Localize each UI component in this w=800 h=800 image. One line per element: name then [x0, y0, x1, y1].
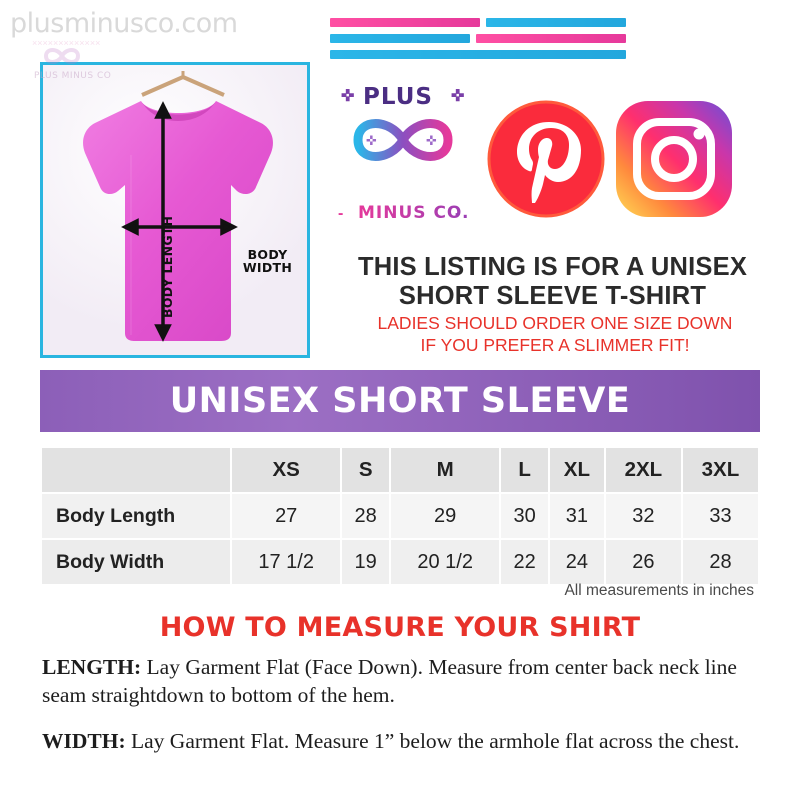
pinterest-icon[interactable]	[487, 100, 605, 218]
brand-plus-text: PLUS	[363, 84, 433, 110]
col-header-m: M	[390, 447, 500, 493]
bar-pink-right	[476, 34, 626, 43]
dash-right-icon: -	[455, 205, 461, 222]
listing-line-2: SHORT SLEEVE T-SHIRT	[398, 281, 707, 310]
cross-icon-right: ✜	[451, 88, 465, 105]
col-header-xs: XS	[231, 447, 341, 493]
row-label-body-width: Body Width	[41, 539, 231, 585]
cell-length-l: 30	[500, 493, 549, 539]
svg-text:✜: ✜	[426, 134, 437, 149]
cell-width-xs: 17 1/2	[231, 539, 341, 585]
length-text: Lay Garment Flat (Face Down). Measure from center back neck line seam straightdown to bottom of the hem.	[42, 655, 737, 707]
table-row-body-length	[41, 493, 759, 539]
size-table	[40, 446, 760, 586]
bar-cyan-left	[330, 34, 470, 43]
svg-text:×××××××××××××: ×××××××××××××	[32, 38, 101, 48]
width-text: Lay Garment Flat. Measure 1” below the armhole flat across the chest.	[125, 729, 740, 753]
bar-cyan-full	[330, 50, 626, 59]
col-header-s: S	[341, 447, 390, 493]
length-instructions	[42, 654, 764, 709]
cell-width-xl: 24	[549, 539, 605, 585]
cell-length-xl: 31	[549, 493, 605, 539]
cell-length-xs: 27	[231, 493, 341, 539]
row-label-body-length: Body Length	[41, 493, 231, 539]
body-width-arrow-label: BODY WIDTH	[242, 247, 293, 276]
width-instructions	[42, 728, 764, 756]
dash-left-icon: -	[338, 205, 344, 222]
instagram-icon[interactable]	[615, 100, 733, 218]
brand-minus-text: MINUS CO.	[358, 203, 470, 223]
tshirt-image	[71, 95, 286, 345]
table-header-row	[41, 447, 759, 493]
cell-width-s: 19	[341, 539, 390, 585]
bar-pink-left	[330, 18, 480, 27]
measurement-units-note: All measurements in inches	[564, 582, 754, 599]
site-watermark: plusminusco.com	[10, 8, 238, 39]
cross-icon-left: ✜	[341, 88, 355, 105]
shirt-photo-panel	[40, 62, 310, 358]
watermark-logo-text: PLUS MINUS CO	[34, 71, 112, 81]
cell-length-2xl: 32	[605, 493, 682, 539]
cell-width-m: 20 1/2	[390, 539, 500, 585]
cell-length-3xl: 33	[682, 493, 759, 539]
cell-width-3xl: 28	[682, 539, 759, 585]
size-chart-title: UNISEX SHORT SLEEVE	[169, 381, 631, 421]
length-label: LENGTH:	[42, 655, 142, 679]
listing-line-1: THIS LISTING IS FOR A UNISEX	[357, 253, 748, 281]
cell-length-s: 28	[341, 493, 390, 539]
col-header-blank	[41, 447, 231, 493]
width-label: WIDTH:	[42, 729, 126, 753]
listing-description	[320, 253, 785, 310]
cell-width-2xl: 26	[605, 539, 682, 585]
col-header-l: L	[500, 447, 549, 493]
col-header-xl: XL	[549, 447, 605, 493]
svg-text:✜: ✜	[366, 134, 377, 149]
table-row-body-width	[41, 539, 759, 585]
ladies-sizing-note	[320, 313, 790, 357]
col-header-2xl: 2XL	[605, 447, 682, 493]
note-line-2: IF YOU PREFER A SLIMMER FIT!	[420, 334, 690, 355]
body-length-arrow-label: BODY LENGTH	[160, 215, 175, 318]
cell-width-l: 22	[500, 539, 549, 585]
cell-length-m: 29	[390, 493, 500, 539]
size-chart-title-band	[40, 370, 760, 432]
how-to-measure-heading: HOW TO MEASURE YOUR SHIRT	[159, 612, 641, 643]
note-line-1: LADIES SHOULD ORDER ONE SIZE DOWN	[377, 313, 733, 333]
decorative-bars	[330, 18, 630, 66]
col-header-3xl: 3XL	[682, 447, 759, 493]
bar-cyan-right	[486, 18, 626, 27]
